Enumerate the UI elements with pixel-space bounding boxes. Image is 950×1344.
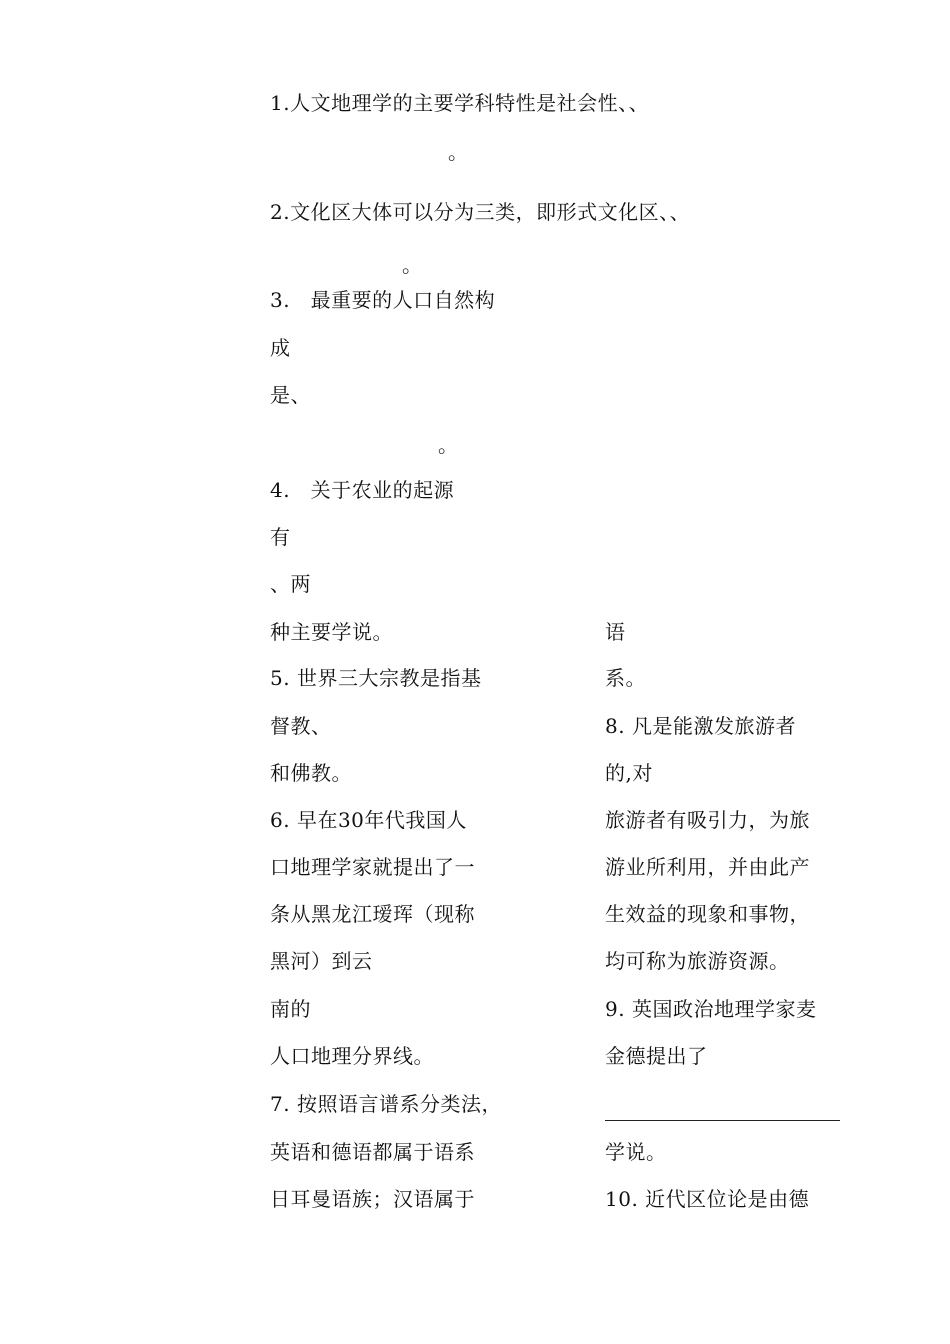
question-3-line-3: 是、 bbox=[270, 383, 311, 407]
right-col-line-5: 旅游者有吸引力，为旅 bbox=[605, 808, 810, 832]
question-9-text: 9. 英国政治地理学家麦 bbox=[605, 997, 817, 1021]
right-col-line-10: 金德提出了 bbox=[605, 1044, 708, 1068]
question-3-text: 3. 最重要的人口自然构 bbox=[270, 288, 496, 312]
right-col-line-2: 系。 bbox=[605, 666, 646, 690]
answer-blank-line bbox=[605, 1120, 840, 1121]
question-1-end: 。 bbox=[448, 140, 469, 164]
left-col-line-4: 和佛教。 bbox=[270, 761, 352, 785]
left-col-line-9: 南的 bbox=[270, 997, 311, 1021]
right-col-line-7: 生效益的现象和事物， bbox=[605, 902, 810, 926]
question-2-text: 2.文化区大体可以分为三类，即形式文化区、、 bbox=[270, 200, 691, 224]
question-4-line-3: 、两 bbox=[270, 572, 311, 596]
question-1-text: 1.人文地理学的主要学科特性是社会性、、 bbox=[270, 91, 650, 115]
right-col-line-11: 学说。 bbox=[605, 1140, 667, 1164]
right-col-line-8: 均可称为旅游资源。 bbox=[605, 949, 790, 973]
left-col-line-12: 英语和德语都属于语系 bbox=[270, 1140, 475, 1164]
question-5-text: 5. 世界三大宗教是指基 bbox=[270, 666, 482, 690]
question-6-text: 6. 早在30年代我国人 bbox=[270, 808, 467, 832]
left-col-line-7: 条从黑龙江瑷珲（现称 bbox=[270, 902, 475, 926]
left-col-line-3: 督教、 bbox=[270, 714, 332, 738]
question-3-end: 。 bbox=[438, 433, 459, 457]
left-col-line-1: 种主要学说。 bbox=[270, 620, 393, 644]
left-col-line-8: 黑河）到云 bbox=[270, 949, 373, 973]
question-8-text: 8. 凡是能激发旅游者 bbox=[605, 714, 796, 738]
question-3-line-2: 成 bbox=[270, 336, 291, 360]
question-2-end: 。 bbox=[402, 253, 423, 277]
left-col-line-13: 日耳曼语族；汉语属于 bbox=[270, 1187, 475, 1211]
question-4-text: 4. 关于农业的起源 bbox=[270, 478, 455, 502]
question-7-text: 7. 按照语言谱系分类法， bbox=[270, 1092, 502, 1116]
right-col-line-1: 语 bbox=[605, 620, 626, 644]
right-col-line-4: 的,对 bbox=[605, 761, 653, 785]
question-4-line-2: 有 bbox=[270, 525, 291, 549]
question-10-text: 10. 近代区位论是由德 bbox=[605, 1187, 810, 1211]
left-col-line-6: 口地理学家就提出了一 bbox=[270, 855, 475, 879]
right-col-line-6: 游业所利用，并由此产 bbox=[605, 855, 810, 879]
left-col-line-10: 人口地理分界线。 bbox=[270, 1044, 434, 1068]
